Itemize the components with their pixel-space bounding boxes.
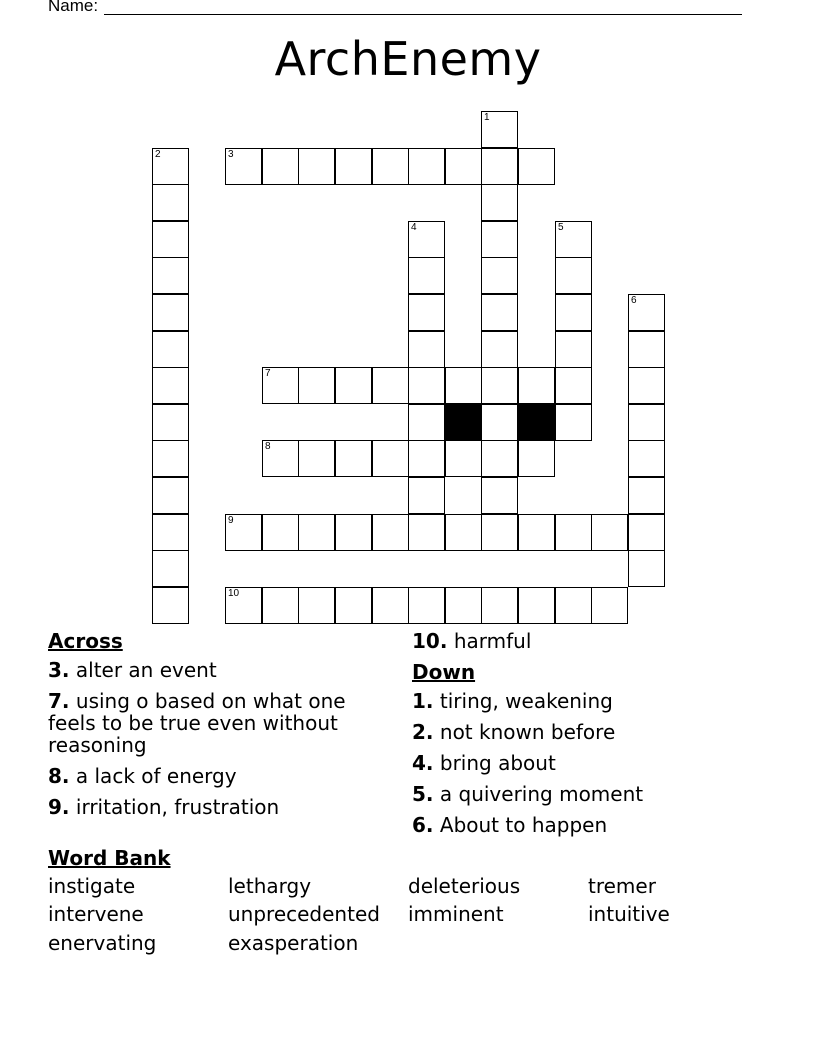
black-square bbox=[445, 404, 482, 441]
down-clue-5: 5. a quivering moment bbox=[412, 782, 644, 806]
down-clue-6: 6. About to happen bbox=[412, 813, 608, 837]
word-bank-item: instigate bbox=[48, 874, 136, 898]
grid-cell[interactable] bbox=[152, 221, 189, 258]
grid-cell[interactable] bbox=[152, 404, 189, 441]
grid-cell[interactable] bbox=[298, 367, 335, 404]
grid-cell[interactable] bbox=[372, 587, 409, 624]
across-clue-9: 9. irritation, frustration bbox=[48, 795, 280, 819]
grid-cell[interactable] bbox=[152, 477, 189, 514]
grid-cell[interactable] bbox=[408, 440, 445, 477]
grid-cell[interactable] bbox=[298, 440, 335, 477]
word-bank-item: intervene bbox=[48, 902, 144, 926]
grid-cell[interactable] bbox=[481, 331, 518, 368]
grid-cell[interactable] bbox=[408, 477, 445, 514]
grid-cell[interactable] bbox=[152, 331, 189, 368]
grid-cell[interactable] bbox=[225, 148, 262, 185]
grid-cell[interactable] bbox=[335, 587, 372, 624]
grid-cell[interactable] bbox=[372, 367, 409, 404]
grid-cell[interactable] bbox=[152, 440, 189, 477]
grid-cell[interactable] bbox=[481, 184, 518, 221]
clue-number: 6 bbox=[631, 295, 637, 306]
grid-cell[interactable] bbox=[555, 404, 592, 441]
grid-cell[interactable] bbox=[408, 331, 445, 368]
grid-cell[interactable] bbox=[262, 587, 299, 624]
across-clue-7: 7. using o based on what one feels to be true even without reasoning bbox=[48, 689, 346, 757]
word-bank-item: exasperation bbox=[228, 931, 359, 955]
grid-cell[interactable] bbox=[628, 367, 665, 404]
grid-cell[interactable] bbox=[555, 514, 592, 551]
grid-cell[interactable] bbox=[481, 477, 518, 514]
clue-number: 7 bbox=[265, 368, 271, 379]
clue-number: 8 bbox=[265, 441, 271, 452]
grid-cell[interactable] bbox=[335, 367, 372, 404]
across-heading: Across bbox=[48, 629, 123, 653]
grid-cell[interactable] bbox=[481, 367, 518, 404]
grid-cell[interactable] bbox=[152, 550, 189, 587]
grid-cell[interactable] bbox=[408, 514, 445, 551]
grid-cell[interactable] bbox=[335, 440, 372, 477]
across-clue-8: 8. a lack of energy bbox=[48, 764, 237, 788]
grid-cell[interactable] bbox=[518, 514, 555, 551]
clue-number: 5 bbox=[558, 222, 564, 233]
grid-cell[interactable] bbox=[481, 111, 518, 148]
grid-cell[interactable] bbox=[518, 148, 555, 185]
grid-cell[interactable] bbox=[225, 587, 262, 624]
grid-cell[interactable] bbox=[445, 587, 482, 624]
grid-cell[interactable] bbox=[445, 367, 482, 404]
clue-number: 10 bbox=[228, 588, 240, 599]
clue-number: 3 bbox=[228, 149, 234, 160]
grid-cell[interactable] bbox=[262, 440, 299, 477]
word-bank-item: intuitive bbox=[588, 902, 670, 926]
grid-cell[interactable] bbox=[445, 148, 482, 185]
grid-cell[interactable] bbox=[518, 367, 555, 404]
grid-cell[interactable] bbox=[518, 440, 555, 477]
grid-cell[interactable] bbox=[152, 514, 189, 551]
black-square bbox=[518, 404, 555, 441]
grid-cell[interactable] bbox=[225, 514, 262, 551]
across-clue-10: 10. harmful bbox=[412, 629, 532, 653]
grid-cell[interactable] bbox=[555, 257, 592, 294]
grid-cell[interactable] bbox=[628, 440, 665, 477]
grid-cell[interactable] bbox=[152, 184, 189, 221]
grid-cell[interactable] bbox=[335, 148, 372, 185]
puzzle-title: ArchEnemy bbox=[274, 32, 542, 86]
grid-cell[interactable] bbox=[628, 294, 665, 331]
grid-cell[interactable] bbox=[628, 514, 665, 551]
grid-cell[interactable] bbox=[372, 440, 409, 477]
grid-cell[interactable] bbox=[262, 514, 299, 551]
grid-cell[interactable] bbox=[408, 404, 445, 441]
grid-cell[interactable] bbox=[408, 257, 445, 294]
grid-cell[interactable] bbox=[408, 587, 445, 624]
down-heading: Down bbox=[412, 660, 476, 684]
word-bank-item: deleterious bbox=[408, 874, 521, 898]
grid-cell[interactable] bbox=[372, 148, 409, 185]
grid-cell[interactable] bbox=[445, 440, 482, 477]
grid-cell[interactable] bbox=[481, 148, 518, 185]
grid-cell[interactable] bbox=[408, 148, 445, 185]
grid-cell[interactable] bbox=[481, 221, 518, 258]
grid-cell[interactable] bbox=[481, 514, 518, 551]
word-bank-item: enervating bbox=[48, 931, 157, 955]
grid-cell[interactable] bbox=[408, 294, 445, 331]
word-bank-item: lethargy bbox=[228, 874, 312, 898]
grid-cell[interactable] bbox=[628, 477, 665, 514]
grid-cell[interactable] bbox=[298, 514, 335, 551]
word-bank-item: unprecedented bbox=[228, 902, 380, 926]
word-bank-item: tremer bbox=[588, 874, 656, 898]
grid-cell[interactable] bbox=[591, 514, 628, 551]
down-clue-1: 1. tiring, weakening bbox=[412, 689, 613, 713]
clue-number: 2 bbox=[155, 149, 161, 160]
grid-cell[interactable] bbox=[481, 294, 518, 331]
clue-number: 1 bbox=[484, 112, 490, 123]
grid-cell[interactable] bbox=[408, 367, 445, 404]
grid-cell[interactable] bbox=[152, 587, 189, 624]
down-clue-4: 4. bring about bbox=[412, 751, 556, 775]
grid-cell[interactable] bbox=[298, 148, 335, 185]
grid-cell[interactable] bbox=[555, 331, 592, 368]
grid-cell[interactable] bbox=[152, 294, 189, 331]
grid-cell[interactable] bbox=[481, 257, 518, 294]
grid-cell[interactable] bbox=[628, 331, 665, 368]
word-bank-item: imminent bbox=[408, 902, 504, 926]
across-column bbox=[48, 630, 378, 827]
grid-cell[interactable] bbox=[518, 587, 555, 624]
grid-cell[interactable] bbox=[628, 404, 665, 441]
clue-number: 9 bbox=[228, 515, 234, 526]
grid-cell[interactable] bbox=[481, 440, 518, 477]
right-clue-column bbox=[412, 630, 742, 845]
grid-cell[interactable] bbox=[372, 514, 409, 551]
grid-cell[interactable] bbox=[152, 367, 189, 404]
grid-cell[interactable] bbox=[555, 367, 592, 404]
grid-cell[interactable] bbox=[481, 404, 518, 441]
down-clue-2: 2. not known before bbox=[412, 720, 616, 744]
grid-cell[interactable] bbox=[445, 514, 482, 551]
across-clue-3: 3. alter an event bbox=[48, 658, 217, 682]
grid-cell[interactable] bbox=[591, 587, 628, 624]
grid-cell[interactable] bbox=[262, 367, 299, 404]
word-bank-heading: Word Bank bbox=[48, 846, 171, 870]
grid-cell[interactable] bbox=[152, 257, 189, 294]
grid-cell[interactable] bbox=[555, 294, 592, 331]
grid-cell[interactable] bbox=[555, 587, 592, 624]
grid-cell[interactable] bbox=[408, 221, 445, 258]
grid-cell[interactable] bbox=[152, 148, 189, 185]
grid-cell[interactable] bbox=[262, 148, 299, 185]
grid-cell[interactable] bbox=[628, 550, 665, 587]
clue-number: 4 bbox=[411, 222, 417, 233]
grid-cell[interactable] bbox=[555, 221, 592, 258]
grid-cell[interactable] bbox=[335, 514, 372, 551]
grid-cell[interactable] bbox=[298, 587, 335, 624]
name-label: Name: bbox=[48, 0, 99, 15]
grid-cell[interactable] bbox=[481, 587, 518, 624]
